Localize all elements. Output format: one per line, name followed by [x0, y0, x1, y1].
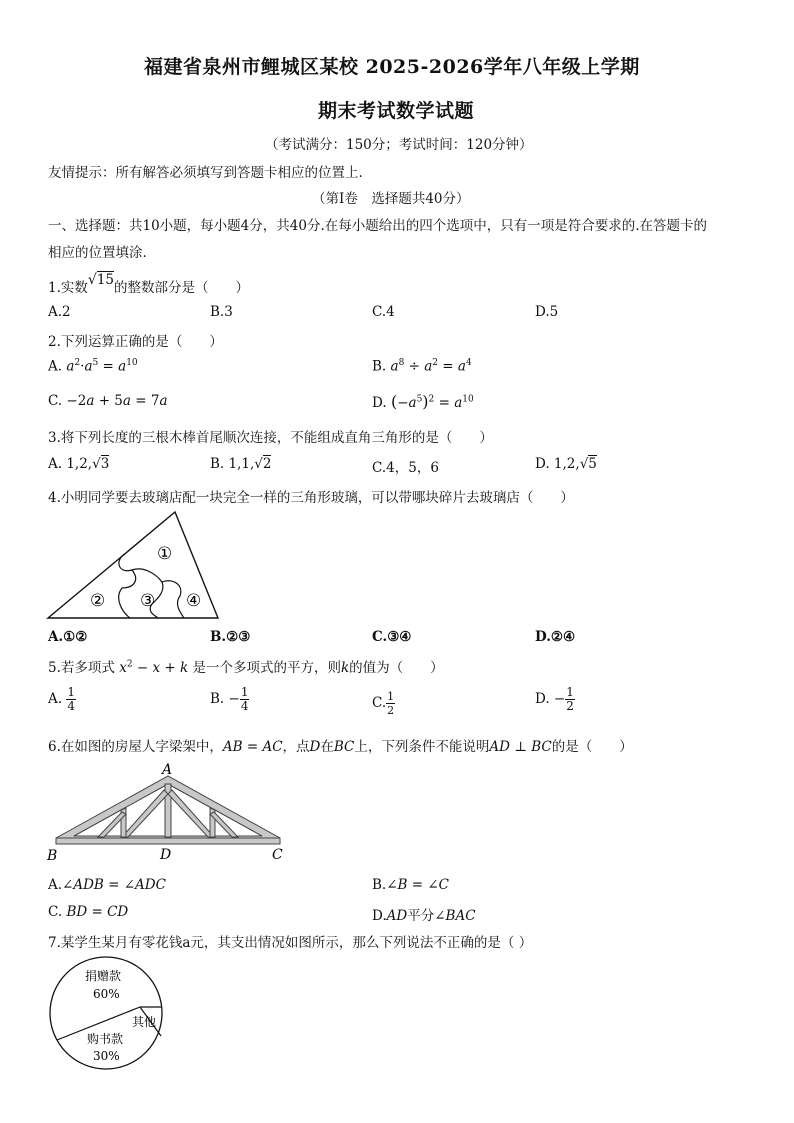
q5-option-b[interactable]: B. − $\frac{1}{4}$	[210, 685, 249, 713]
piece-3-label: ③	[140, 591, 156, 611]
slice-value-books: 30%	[93, 1049, 120, 1063]
label-c: C	[272, 847, 283, 863]
q4-option-a[interactable]: A.①②	[48, 629, 88, 645]
q3-option-b[interactable]: B. 1,1,√2	[210, 456, 272, 472]
q2-option-d[interactable]: D. $(-a^5)^2 = a^{10}$	[372, 392, 474, 411]
q1-option-b[interactable]: B.3	[210, 304, 233, 320]
question-7-stem: 7.某学生某月有零花钱a元，其支出情况如图所示，那么下列说法不正确的是（ ）	[48, 935, 533, 951]
q1-option-a[interactable]: A.2	[48, 304, 71, 320]
slice-label-books: 购书款	[87, 1032, 124, 1046]
q4-option-d[interactable]: D.②④	[535, 629, 576, 645]
question-3-stem: 3.将下列长度的三根木棒首尾顺次连接，不能组成直角三角形的是（ ）	[48, 430, 493, 446]
title-line-2: 期末考试数学试题	[318, 100, 475, 122]
question-1-stem: 1.实数√15的整数部分是（ ）	[48, 272, 249, 296]
part-label: （第Ⅰ卷 选择题共40分）	[312, 191, 470, 207]
exam-info: （考试满分：150分；考试时间：120分钟）	[265, 137, 533, 153]
q5-option-d[interactable]: D. − $\frac{1}{2}$	[535, 685, 574, 713]
q5-option-a[interactable]: A. $\frac{1}{4}$	[48, 685, 75, 713]
piece-1-label: ①	[157, 544, 173, 564]
spending-pie-chart	[44, 956, 174, 1076]
q4-option-c[interactable]: C.③④	[372, 629, 412, 645]
q2-option-a[interactable]: A. $a^2\cdot a^5 = a^{10}$	[48, 358, 138, 375]
q3-option-d[interactable]: D. 1,2,√5	[535, 456, 597, 472]
q5-option-c[interactable]: C. $\frac{1}{2}$	[372, 690, 395, 717]
question-5-stem: 5.若多项式 $x^2 - x + k$ 是一个多项式的平方，则k的值为（ ）	[48, 659, 444, 676]
q6-option-c[interactable]: C. BD = CD	[48, 904, 129, 920]
label-b: B	[47, 848, 58, 864]
slice-label-other: 其他	[132, 1015, 157, 1029]
q4-option-b[interactable]: B.②③	[210, 629, 251, 645]
q2-option-b[interactable]: B. $a^8 \div a^2 = a^4$	[372, 358, 472, 375]
piece-2-label: ②	[90, 591, 106, 611]
roof-truss-figure	[44, 760, 294, 864]
question-4-stem: 4.小明同学要去玻璃店配一块完全一样的三角形玻璃，可以带哪块碎片去玻璃店（ ）	[48, 490, 574, 506]
title-line-1: 福建省泉州市鲤城区某校 2025-2026学年八年级上学期	[144, 56, 640, 78]
section-instruction-2: 相应的位置填涂.	[48, 245, 147, 261]
q3-option-a[interactable]: A. 1,2,√3	[48, 456, 110, 472]
q1-option-c[interactable]: C.4	[372, 304, 395, 320]
label-a: A	[162, 762, 173, 778]
piece-4-label: ④	[186, 591, 202, 611]
slice-value-donation: 60%	[93, 987, 120, 1001]
friendly-tip: 友情提示：所有解答必须填写到答题卡相应的位置上.	[48, 165, 363, 181]
q6-option-d[interactable]: D.AD平分∠BAC	[372, 908, 476, 924]
q6-option-a[interactable]: A.∠ADB = ∠ADC	[48, 877, 166, 893]
question-2-stem: 2.下列运算正确的是（ ）	[48, 334, 223, 350]
q3-option-c[interactable]: C.4，5，6	[372, 460, 439, 476]
section-instruction: 一、选择题：共10小题，每小题4分，共40分.在每小题给出的四个选项中，只有一项是符合要求的.在答题卡的	[48, 218, 708, 234]
slice-label-donation: 捐赠款	[85, 969, 122, 983]
broken-glass-triangle-figure	[44, 508, 226, 623]
question-6-stem: 6.在如图的房屋人字梁架中，AB = AC，点D在BC上，下列条件不能说明AD ⊥ BC的是（ ）	[48, 739, 633, 755]
label-d: D	[160, 847, 172, 863]
q1-option-d[interactable]: D.5	[535, 304, 559, 320]
q6-option-b[interactable]: B.∠B = ∠C	[372, 877, 449, 893]
q2-option-c[interactable]: C. −2a + 5a = 7a	[48, 393, 168, 409]
crack-line-1	[119, 553, 136, 618]
